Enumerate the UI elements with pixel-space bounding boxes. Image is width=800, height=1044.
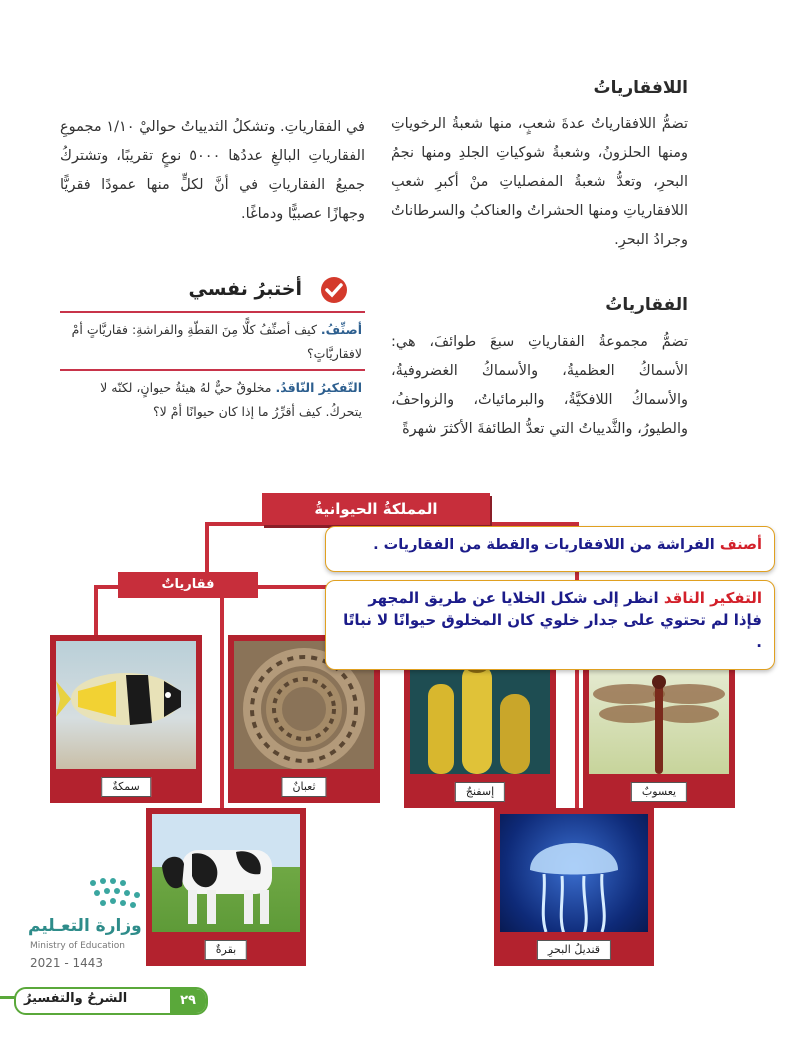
- card-jellyfish: [494, 808, 654, 966]
- quiz-divider-top: [60, 311, 365, 313]
- quiz-header: [62, 276, 362, 306]
- q1-label: أصنِّفُ.: [320, 322, 362, 337]
- card-fish: [50, 635, 202, 803]
- note1-text: الفراشة من اللافقاريات والقطة من الفقاريات .: [373, 537, 720, 553]
- year-label: 2021 - 1443: [30, 956, 104, 970]
- quiz-question-2: [62, 376, 362, 424]
- quiz-question-1: [62, 318, 362, 366]
- card-cow: [146, 808, 306, 966]
- fish-image: [56, 641, 196, 769]
- caption-fish: سمكةٌ: [101, 777, 151, 797]
- page-number: ٢٩: [170, 989, 206, 1013]
- invertebrates-paragraph: تضمُّ اللافقارياتُ عدةَ شعبٍ، منها شعبةُ الرخوياتِ ومنها الحلزونُ، وشعبةُ شوكياتِ الجلدِ ومنها نجمُ البحرِ، وتعدُّ شعبةُ المفصلياتِ منْ أكبرِ شعبِ اللافقارياتِ ومنها الحشراتُ والعناكبُ والسرطاناتُ وجرادُ البحرِ.: [391, 116, 688, 248]
- ministry-logo-icon: [85, 875, 145, 913]
- continuation-paragraph: في الفقارياتِ. وتشكلُ الثديياتُ حواليْ ١/١٠ مجموعِ الفقارياتِ البالغِ عددُها ٥٠٠٠ نوعٍ تقريبًا، وتشتركُ جميعُ الفقارياتِ في أنَّ لكلٍّ منها عمودًا فقريًّا وجهازًا عصبيًّا ودماغًا.: [60, 119, 365, 222]
- invertebrates-heading: اللافقارياتُ: [593, 78, 688, 98]
- q1-text: كيف أصنِّفُ كلًّا مِنَ القطّةِ والفراشةِ: فقاريَّاتٍ أمْ لافقاريَّاتٍ؟: [71, 322, 362, 361]
- ministry-name-ar: وزارة التعـليم: [28, 916, 142, 936]
- vertebrates-heading: الفقارياتُ: [605, 295, 688, 315]
- answer-note-classify: [325, 526, 775, 572]
- sponge-image: [410, 654, 550, 774]
- q2-label: التّفكيرُ النّاقدُ.: [275, 380, 362, 395]
- quiz-divider-middle: [60, 369, 365, 371]
- note1-keyword: أصنف: [719, 537, 762, 553]
- vertebrates-paragraph: تضمُّ مجموعةُ الفقارياتِ سبعَ طوائفَ، هي: الأسماكُ العظميةُ، والأسماكُ الغضروفيةُ، والأسماكُ اللافكيَّةُ، والبرمائياتُ، والزواحفُ، والطيورُ، والثَّديياتُ التي تعدُّ الطائفةَ الأكثرَ شهرةً: [391, 334, 688, 437]
- jellyfish-image: [500, 814, 648, 932]
- footer-bar: [0, 985, 220, 1013]
- section-label: الشرحُ والتفسيرُ: [24, 991, 128, 1006]
- quiz-title: أختبرُ نفسي: [188, 278, 302, 300]
- dragonfly-image: [589, 654, 729, 774]
- caption-sponge: إسفنجٌ: [455, 782, 505, 802]
- note2-keyword: التفكير الناقد: [663, 589, 762, 607]
- ministry-name-en: Ministry of Education: [30, 941, 125, 951]
- caption-jellyfish: قنديلُ البحرِ: [537, 940, 611, 960]
- q2-text: مخلوقٌ حيٌّ لهُ هيئةُ حيوانٍ، لكنّه لا يتحركُ. كيف أقرِّرُ ما إذا كان حيوانًا أمْ لا؟: [100, 380, 362, 419]
- answer-note-critical-thinking: [325, 580, 775, 670]
- kingdom-label: المملكةُ الحيوانيةُ: [262, 493, 490, 525]
- vertebrates-label: فقارياتٌ: [118, 572, 258, 598]
- caption-cow: بقرةٌ: [205, 940, 247, 960]
- caption-dragonfly: يعسوبٌ: [631, 782, 687, 802]
- caption-snake: ثعبانٌ: [281, 777, 326, 797]
- note2-text: انظر إلى شكل الخلايا عن طريق المجهر فإذا لم تحتوي على جدار خلوي كان المخلوق حيوانًا لا نباتًا .: [343, 589, 762, 651]
- footer-pill: [14, 987, 208, 1015]
- tree-line-cow: [220, 585, 224, 815]
- checkmark-icon: [320, 276, 348, 304]
- card-dragonfly: [583, 648, 735, 808]
- card-sponge: [404, 648, 556, 808]
- cow-image: [152, 814, 300, 932]
